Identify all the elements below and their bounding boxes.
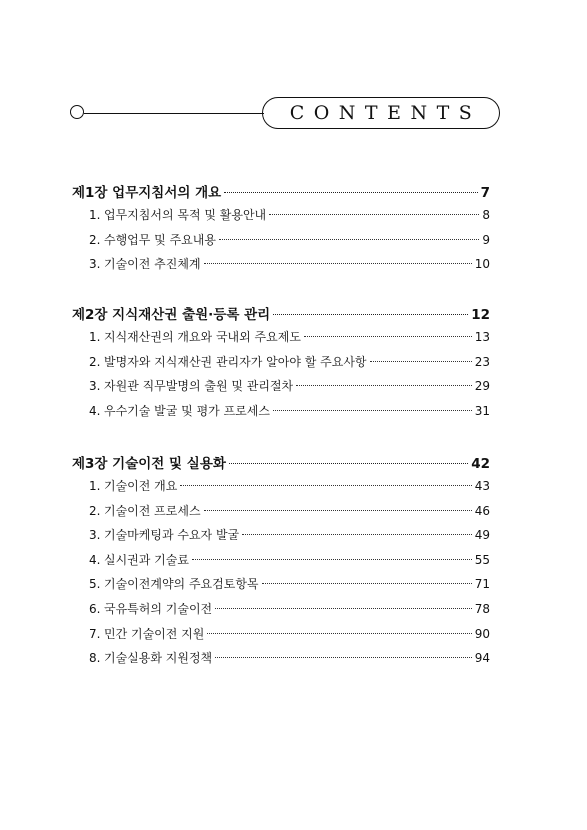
section-page-number: 13 [474, 330, 490, 344]
section-number: 7. [89, 626, 101, 641]
header-rule [84, 113, 264, 114]
dot-leader [204, 510, 472, 511]
section-number: 3. [89, 379, 101, 394]
section-page-number: 55 [474, 552, 490, 567]
section-number: 4. [89, 403, 101, 418]
dot-leader [296, 385, 472, 386]
section-title: 기술이전 개요 [104, 479, 178, 493]
section-title: 기술이전계약의 주요검토항목 [104, 577, 259, 592]
section-number: 3. [89, 257, 101, 272]
section-entry[interactable] [72, 526, 490, 543]
section-entry[interactable] [72, 255, 490, 272]
section-number: 2. [89, 354, 101, 369]
dot-leader [273, 314, 468, 315]
section-number: 2. [89, 232, 101, 247]
section-number: 4. [89, 552, 101, 567]
section-title: 기술마케팅과 수요자 발굴 [104, 528, 240, 543]
section-entry[interactable] [72, 328, 490, 345]
section-entry[interactable] [72, 377, 490, 394]
dot-leader [224, 192, 477, 193]
section-title: 국유특허의 기술이전 [104, 602, 213, 616]
section-entry[interactable] [72, 625, 490, 642]
section-entry[interactable] [72, 206, 490, 223]
dot-leader [242, 534, 472, 535]
section-page-number: 23 [474, 354, 490, 369]
dot-leader [180, 485, 471, 486]
section-entry[interactable] [72, 575, 490, 592]
section-title: 기술실용화 지원정책 [104, 651, 213, 666]
section-page-number: 10 [474, 257, 490, 272]
section-number: 3. [89, 528, 101, 543]
section-entry[interactable] [72, 600, 490, 617]
dot-leader [207, 633, 471, 634]
section-entry[interactable] [72, 353, 490, 370]
section-title: 우수기술 발굴 및 평가 프로세스 [104, 403, 270, 418]
section-number: 2. [89, 503, 101, 518]
page-title: CONTENTS [289, 102, 482, 124]
section-number: 5. [89, 577, 101, 592]
section-title: 업무지침서의 목적 및 활용안내 [104, 208, 267, 222]
section-title: 수행업무 및 주요내용 [104, 232, 216, 247]
section-page-number: 31 [474, 403, 490, 418]
section-entry[interactable] [72, 649, 490, 666]
dot-leader [215, 608, 472, 609]
chapter-page-number: 12 [471, 307, 490, 323]
dot-leader [370, 361, 472, 362]
dot-leader [262, 583, 472, 584]
chapter-page-number: 42 [471, 456, 490, 472]
contents-title-box [262, 97, 500, 129]
section-page-number: 46 [474, 503, 490, 518]
section-page-number: 43 [474, 479, 490, 493]
section-page-number: 9 [482, 232, 490, 247]
chapter-title: 제3장 기술이전 및 실용화 [72, 456, 226, 472]
section-page-number: 29 [474, 379, 490, 394]
dot-leader [304, 336, 472, 337]
section-page-number: 8 [482, 208, 490, 222]
chapter-entry[interactable] [72, 303, 490, 323]
chapter-page-number: 7 [480, 185, 490, 201]
dot-leader [204, 263, 472, 264]
dot-leader [273, 410, 472, 411]
section-page-number: 49 [474, 528, 490, 543]
section-number: 1. [89, 330, 101, 344]
section-title: 기술이전 프로세스 [104, 503, 201, 518]
section-entry[interactable] [72, 402, 490, 419]
section-page-number: 90 [474, 626, 490, 641]
section-title: 지식재산권의 개요와 국내외 주요제도 [104, 330, 301, 344]
section-title: 자원관 직무발명의 출원 및 관리절차 [104, 379, 294, 394]
section-page-number: 78 [474, 602, 490, 616]
section-title: 기술이전 추진체계 [104, 257, 201, 272]
contents-header [0, 0, 587, 140]
chapter-entry[interactable] [72, 452, 490, 472]
section-title: 실시권과 기술료 [104, 552, 189, 567]
dot-leader [215, 657, 472, 658]
section-number: 6. [89, 602, 101, 616]
circle-ornament-icon [70, 105, 84, 119]
dot-leader [192, 559, 472, 560]
section-page-number: 71 [474, 577, 490, 592]
section-entry[interactable] [72, 231, 490, 248]
section-title: 발명자와 지식재산권 관리자가 알아야 할 주요사항 [104, 354, 367, 369]
dot-leader [219, 239, 479, 240]
chapter-entry[interactable] [72, 181, 490, 201]
dot-leader [269, 214, 479, 215]
section-number: 1. [89, 479, 101, 493]
section-number: 8. [89, 651, 101, 666]
section-page-number: 94 [474, 651, 490, 666]
section-title: 민간 기술이전 지원 [104, 626, 205, 641]
chapter-title: 제1장 업무지침서의 개요 [72, 185, 222, 201]
dot-leader [229, 463, 468, 464]
section-entry[interactable] [72, 502, 490, 519]
section-number: 1. [89, 208, 101, 222]
section-entry[interactable] [72, 477, 490, 494]
section-entry[interactable] [72, 551, 490, 568]
chapter-title: 제2장 지식재산권 출원·등록 관리 [72, 307, 271, 323]
